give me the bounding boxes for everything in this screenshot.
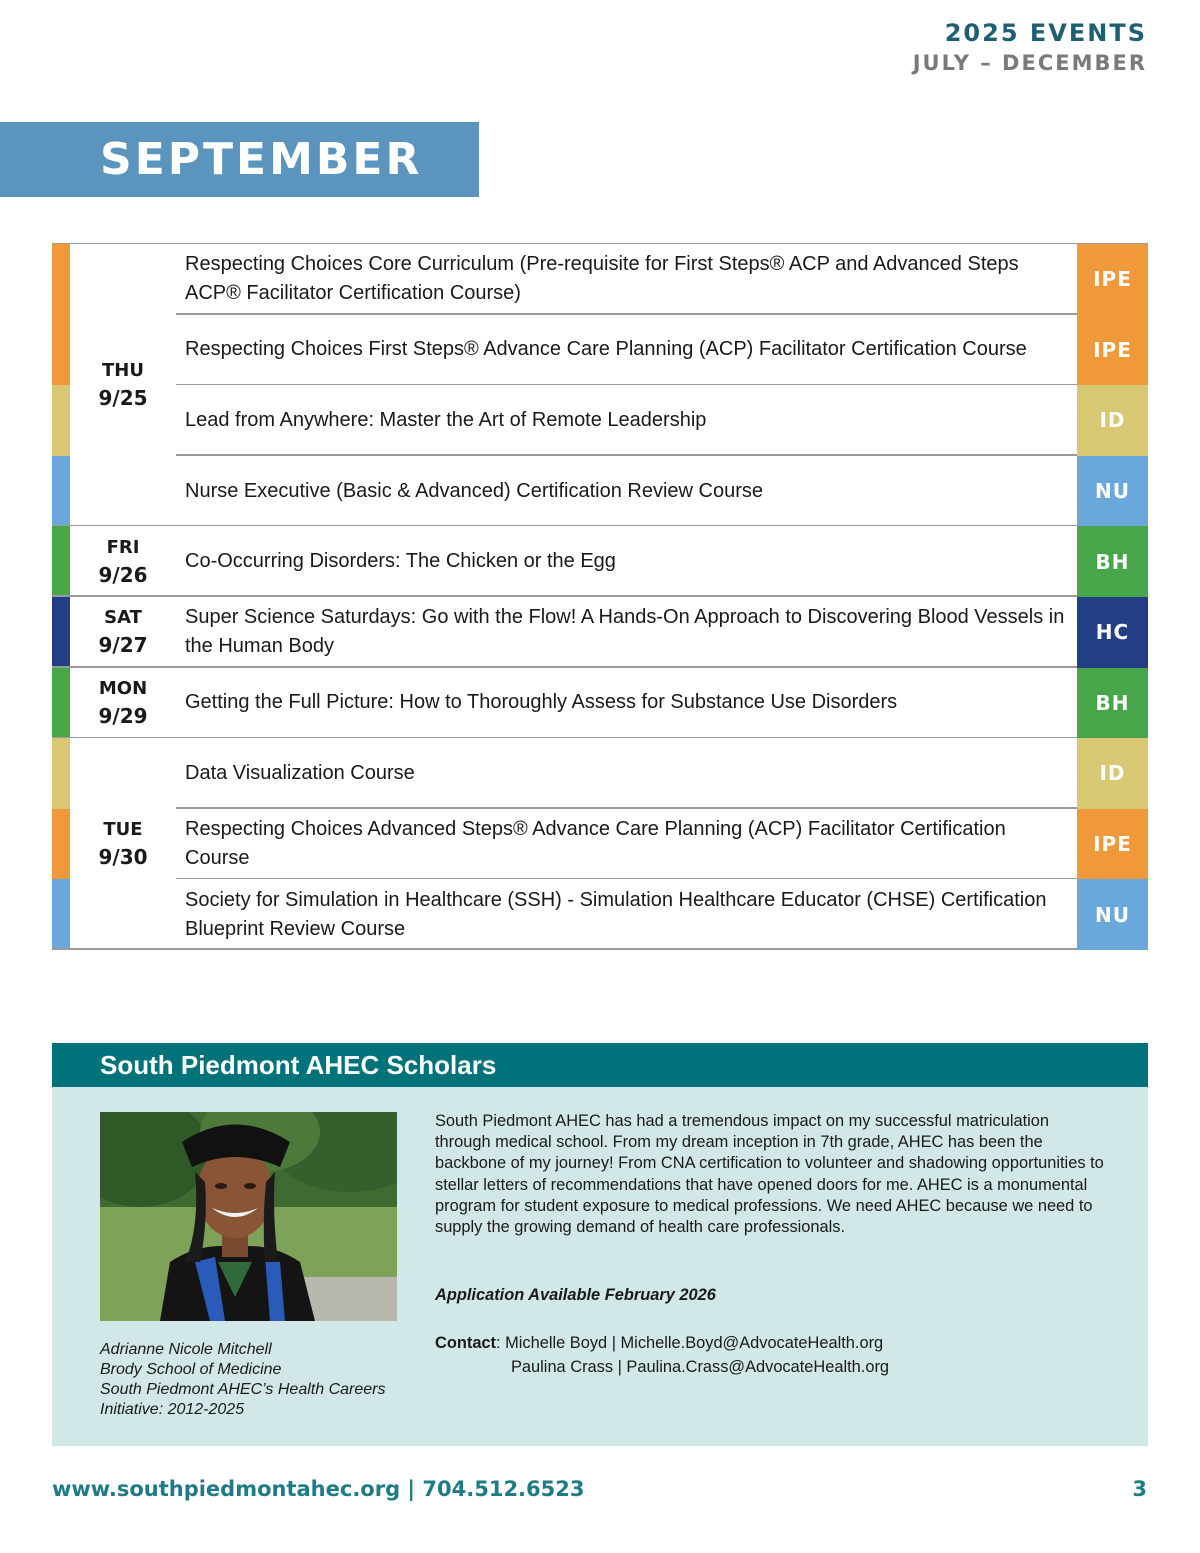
day-cell bbox=[70, 597, 176, 668]
row-divider bbox=[52, 595, 1077, 597]
events-title: 2025 EVENTS bbox=[944, 19, 1147, 47]
day-cell bbox=[70, 244, 176, 526]
events-table bbox=[52, 243, 1148, 950]
category-badge: IPE bbox=[1077, 315, 1148, 386]
event-title: Respecting Choices Advanced Steps® Advance Care Planning (ACP) Facilitator Certification Course bbox=[185, 818, 1006, 870]
scholar-program: South Piedmont AHEC’s Health Careers bbox=[100, 1381, 386, 1398]
day-date: 9/27 bbox=[98, 633, 148, 658]
event-row bbox=[52, 809, 1148, 880]
event-title: Super Science Saturdays: Go with the Flow! A Hands-On Approach to Discovering Blood Vessels in the Human Body bbox=[185, 606, 1065, 658]
category-stripe bbox=[52, 809, 70, 880]
event-title: Respecting Choices Core Curriculum (Pre-requisite for First Steps® ACP and Advanced Steps ACP® Facilitator Certification Course) bbox=[185, 253, 1019, 305]
day-of-week: FRI bbox=[106, 536, 140, 558]
scholar-photo-illustration bbox=[100, 1112, 397, 1321]
category-badge: ID bbox=[1077, 385, 1148, 456]
day-of-week: SAT bbox=[104, 607, 142, 629]
contact-line: Michelle Boyd | Michelle.Boyd@AdvocateHealth.org bbox=[505, 1334, 884, 1352]
category-badge: BH bbox=[1077, 668, 1148, 739]
scholar-caption bbox=[100, 1340, 410, 1420]
event-title: Society for Simulation in Healthcare (SSH) - Simulation Healthcare Educator (CHSE) Certification Blueprint Review Course bbox=[185, 888, 1047, 940]
contact-block: Contact: Michelle Boyd | Michelle.Boyd@AdvocateHealth.org Paulina Crass | Paulina.Crass@AdvocateHealth.org bbox=[435, 1334, 890, 1376]
category-badge: BH bbox=[1077, 526, 1148, 597]
event-row bbox=[52, 597, 1148, 668]
category-stripe bbox=[52, 668, 70, 739]
day-cell bbox=[70, 526, 176, 597]
event-title: Lead from Anywhere: Master the Art of Remote Leadership bbox=[185, 408, 707, 431]
row-divider bbox=[52, 525, 1077, 527]
page-number: 3 bbox=[1132, 1477, 1147, 1501]
day-of-week: TUE bbox=[103, 819, 143, 841]
event-title: Respecting Choices First Steps® Advance Care Planning (ACP) Facilitator Certification Course bbox=[185, 338, 1027, 361]
day-date: 9/25 bbox=[98, 386, 148, 411]
scholar-name: Adrianne Nicole Mitchell bbox=[100, 1341, 272, 1358]
category-badge: IPE bbox=[1077, 244, 1148, 315]
event-title: Getting the Full Picture: How to Thoroughly Assess for Substance Use Disorders bbox=[185, 691, 898, 714]
row-divider bbox=[176, 807, 1077, 809]
scholar-school: Brody School of Medicine bbox=[100, 1361, 282, 1378]
day-of-week: THU bbox=[102, 360, 144, 382]
row-divider bbox=[176, 313, 1077, 315]
event-row bbox=[52, 385, 1148, 456]
application-availability: Application Available February 2026 bbox=[435, 1286, 716, 1304]
footer-contact: www.southpiedmontahec.org | 704.512.6523 bbox=[52, 1477, 585, 1501]
scholar-quote: South Piedmont AHEC has had a tremendous impact on my successful matriculation through medical school. From my dream inception in 7th grade, AHEC has been the backbone of my journey! From CNA certification to volunteer and shadowing opportunities to stellar letters of recommendations that have opened doors for me. AHEC is a monumental program for student exposure to medical professions. We need AHEC because we need to supply the growing demand of health care professionals. bbox=[435, 1112, 1104, 1237]
contact-line: Paulina Crass | Paulina.Crass@AdvocateHealth.org bbox=[511, 1358, 890, 1376]
scholar-years: Initiative: 2012-2025 bbox=[100, 1401, 245, 1418]
event-title: Co-Occurring Disorders: The Chicken or the Egg bbox=[185, 550, 616, 573]
day-date: 9/29 bbox=[98, 703, 148, 728]
day-cell bbox=[70, 738, 176, 950]
event-title: Nurse Executive (Basic & Advanced) Certification Review Course bbox=[185, 479, 764, 502]
page-header bbox=[913, 18, 1147, 78]
day-cell bbox=[70, 668, 176, 739]
category-stripe bbox=[52, 385, 70, 456]
scholars-header bbox=[52, 1043, 1148, 1087]
event-row bbox=[52, 879, 1148, 950]
month-banner bbox=[0, 122, 479, 197]
events-date-range: JULY – DECEMBER bbox=[912, 51, 1147, 75]
event-row bbox=[52, 526, 1148, 597]
event-title: Data Visualization Course bbox=[185, 761, 415, 784]
category-stripe bbox=[52, 738, 70, 809]
contact-label: Contact bbox=[435, 1334, 497, 1352]
day-date: 9/26 bbox=[98, 562, 148, 587]
row-divider bbox=[52, 737, 1077, 739]
scholar-photo bbox=[100, 1112, 397, 1321]
category-badge: IPE bbox=[1077, 809, 1148, 880]
category-badge: NU bbox=[1077, 879, 1148, 950]
row-divider bbox=[52, 666, 1077, 668]
event-row bbox=[52, 315, 1148, 386]
scholars-section bbox=[52, 1043, 1148, 1446]
category-stripe bbox=[52, 597, 70, 668]
category-stripe bbox=[52, 879, 70, 950]
row-divider bbox=[52, 948, 1077, 950]
category-stripe bbox=[52, 526, 70, 597]
row-divider bbox=[176, 384, 1077, 386]
event-row bbox=[52, 668, 1148, 739]
month-title: SEPTEMBER bbox=[100, 134, 423, 185]
category-badge: ID bbox=[1077, 738, 1148, 809]
row-divider bbox=[176, 454, 1077, 456]
event-row bbox=[52, 456, 1148, 527]
event-row bbox=[52, 738, 1148, 809]
category-badge: NU bbox=[1077, 456, 1148, 527]
event-row bbox=[52, 244, 1148, 315]
category-stripe bbox=[52, 315, 70, 386]
category-stripe bbox=[52, 456, 70, 527]
day-of-week: MON bbox=[98, 677, 148, 699]
scholars-heading: South Piedmont AHEC Scholars bbox=[100, 1050, 497, 1080]
category-stripe bbox=[52, 244, 70, 315]
day-date: 9/30 bbox=[98, 845, 148, 870]
row-divider bbox=[176, 878, 1077, 880]
category-badge: HC bbox=[1077, 597, 1148, 668]
